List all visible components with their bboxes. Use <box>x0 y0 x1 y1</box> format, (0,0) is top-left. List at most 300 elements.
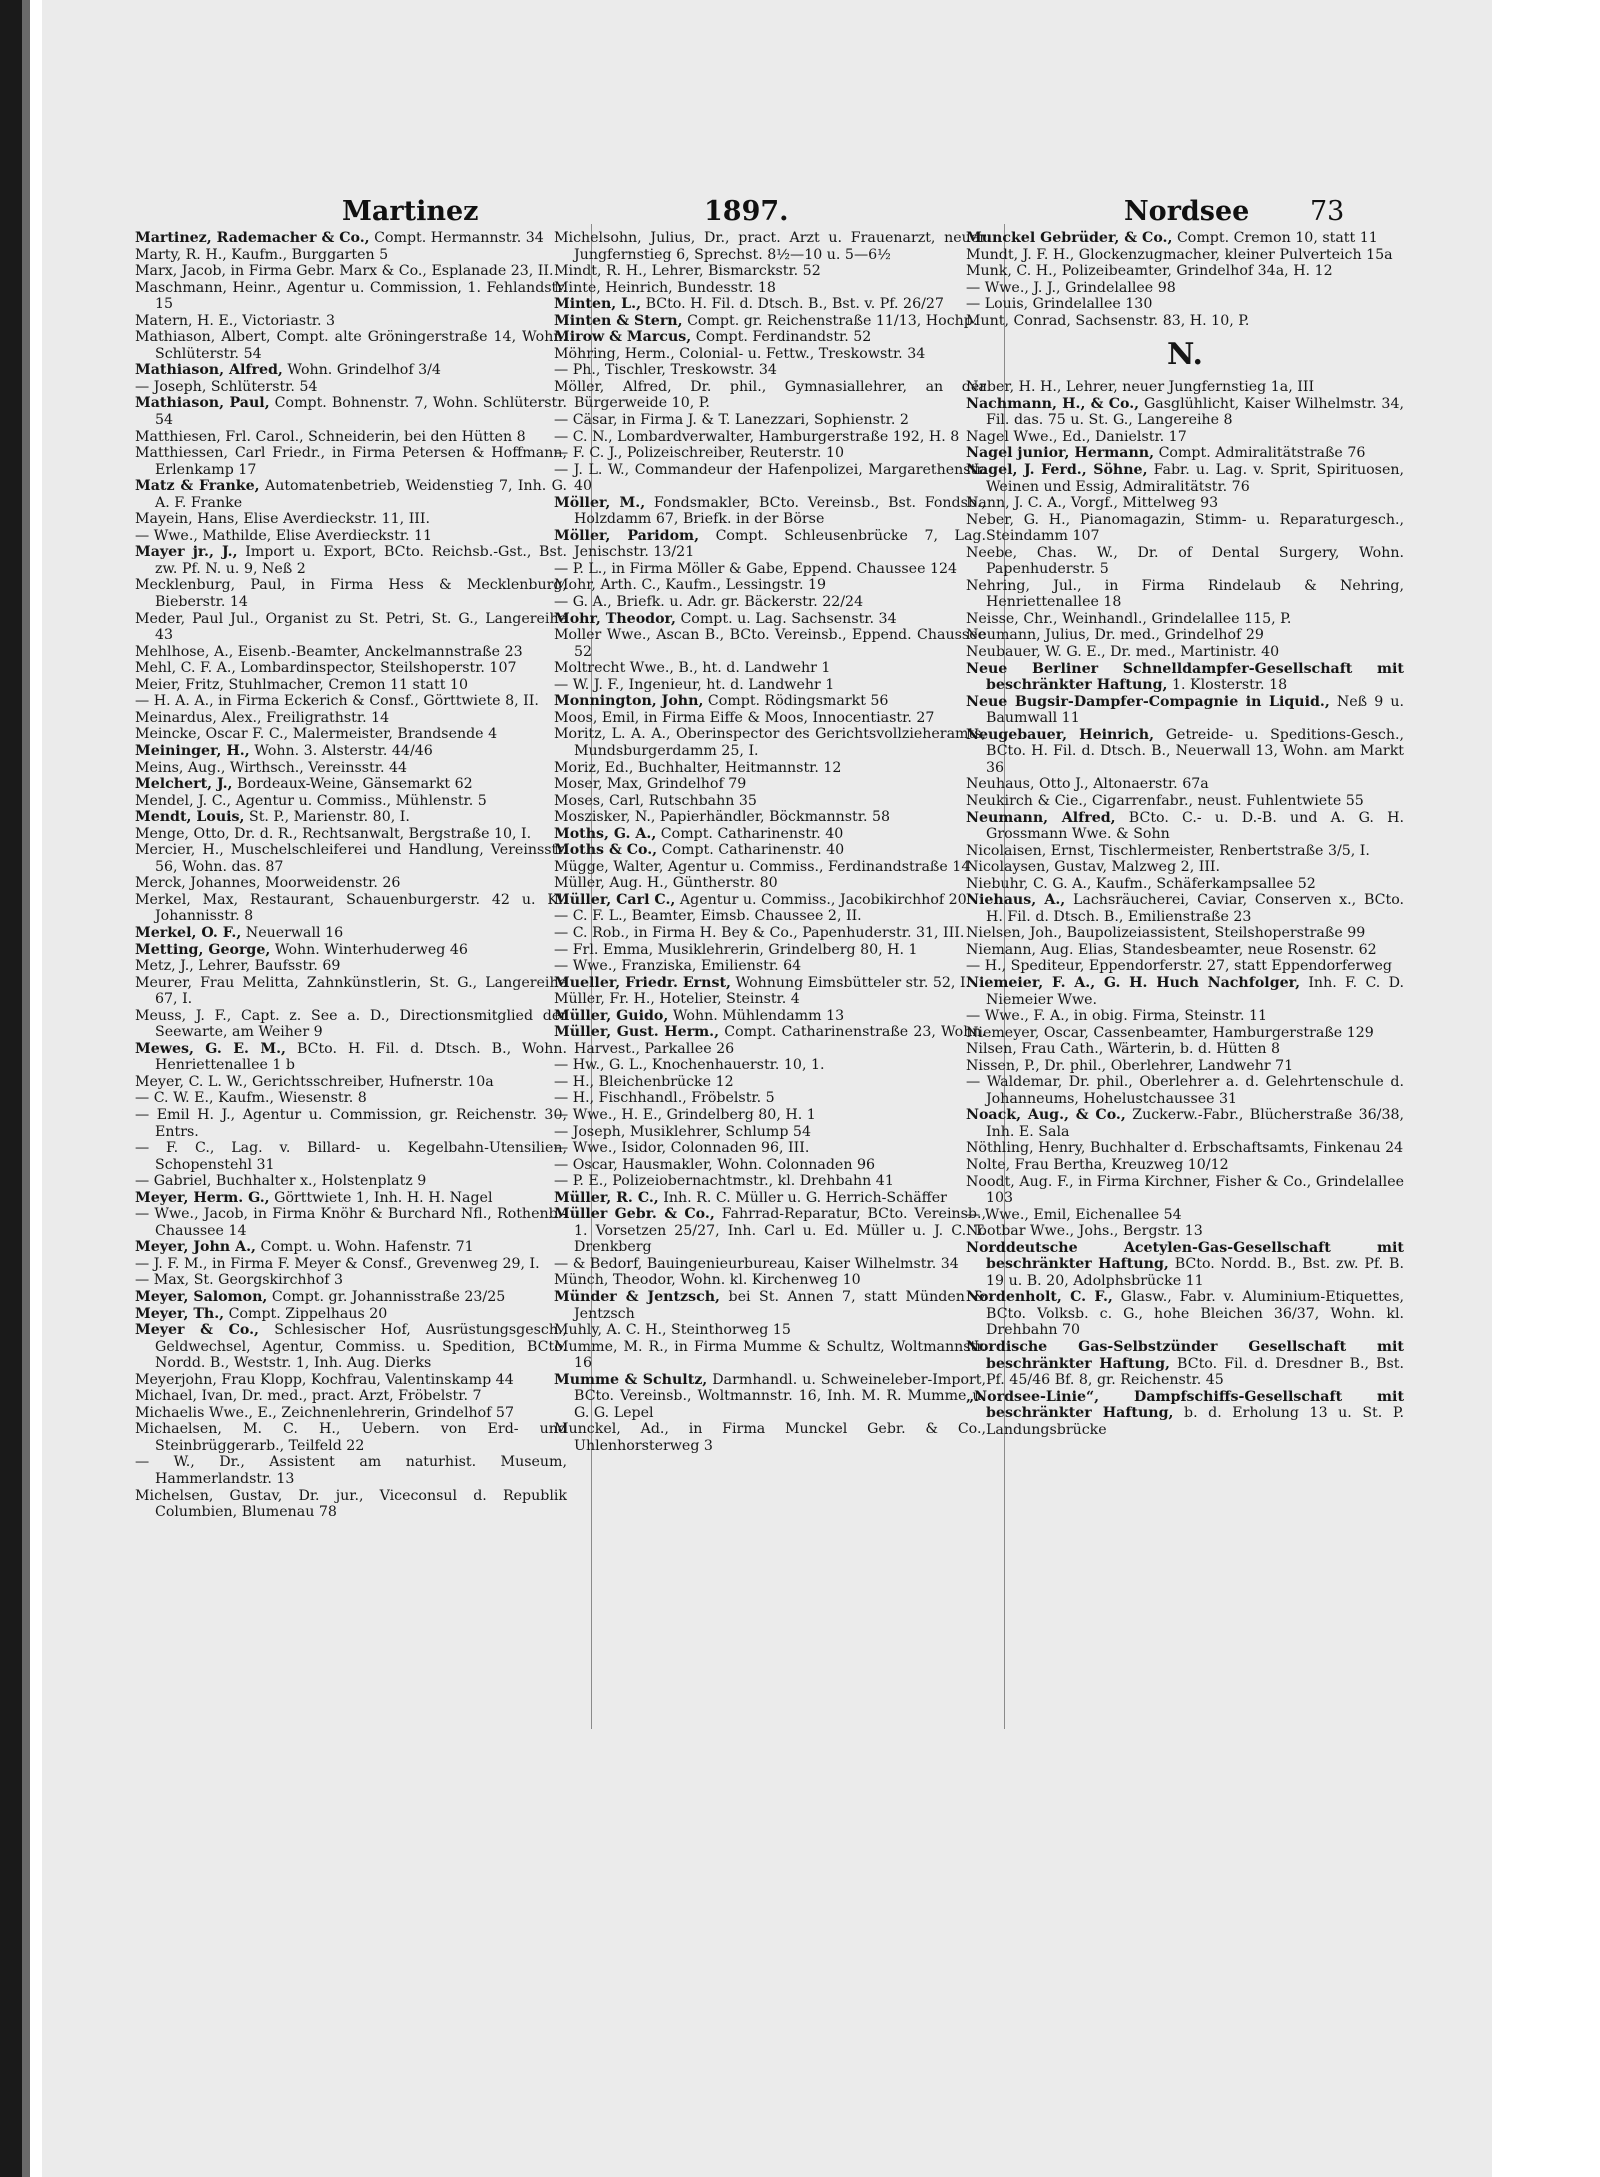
entry-details: St. P., Marienstr. 80, I. <box>248 809 410 826</box>
entry-details: — Wwe., Emil, Eichenallee 54 <box>966 1206 1182 1223</box>
directory-entry <box>966 1240 1404 1290</box>
entry-details: Compt. gr. Reichenstraße 11/13, Hochp. <box>687 312 978 329</box>
directory-entry <box>554 230 986 263</box>
entry-details: Meincke, Oscar F. C., Malermeister, Brandsende 4 <box>135 726 498 743</box>
entry-details: Münch, Theodor, Wohn. kl. Kirchenweg 10 <box>554 1272 861 1289</box>
directory-entry <box>554 362 986 379</box>
directory-entry <box>554 693 986 710</box>
entry-name: Nagel, J. Ferd., Söhne, <box>966 462 1148 479</box>
directory-entry <box>966 1207 1404 1224</box>
entry-name: Müller Gebr. & Co., <box>554 1206 715 1223</box>
entry-name: Metting, George, <box>135 941 271 958</box>
header-right-keyword: Nordsee <box>1124 196 1250 227</box>
directory-entry <box>966 661 1404 694</box>
entry-details: Marx, Jacob, in Firma Gebr. Marx & Co., Esplanade 23, II. <box>135 263 554 280</box>
directory-entry <box>554 1372 986 1422</box>
scan-binding-edge <box>0 0 22 2177</box>
entry-details: Gasglühlicht, Kaiser Wilhelmstr. 34, Fil. das. 75 u. St. G., Langereihe 8 <box>986 395 1404 429</box>
directory-entry <box>966 396 1404 429</box>
entry-name: Müller, Carl C., <box>554 891 676 908</box>
entry-name: Müller, Guido, <box>554 1007 669 1024</box>
entry-details: Neuhaus, Otto J., Altonaerstr. 67a <box>966 776 1209 793</box>
entry-details: Moses, Carl, Rutschbahn 35 <box>554 792 757 809</box>
entry-name: Niemeier, F. A., G. H. Huch Nachfolger, <box>966 974 1301 991</box>
entry-details: Minte, Heinrich, Bundesstr. 18 <box>554 279 776 296</box>
entry-details: Mayein, Hans, Elise Averdieckstr. 11, III. <box>135 511 431 528</box>
directory-entry <box>554 859 986 876</box>
directory-entry <box>966 1107 1404 1140</box>
directory-entry <box>135 395 567 428</box>
directory-entry <box>966 495 1404 512</box>
entry-details: Noodt, Aug. F., in Firma Kirchner, Fisher & Co., Grindelallee 103 <box>966 1173 1404 1207</box>
entry-details: Mehlhose, A., Eisenb.-Beamter, Anckelmannstraße 23 <box>135 643 523 660</box>
entry-details: — Joseph, Schlüterstr. 54 <box>135 378 318 395</box>
entry-details: Meyerjohn, Frau Klopp, Kochfrau, Valentinskamp 44 <box>135 1371 514 1388</box>
directory-entry <box>554 329 986 346</box>
entry-name: Minten & Stern, <box>554 312 683 329</box>
entry-details: Mindt, R. H., Lehrer, Bismarckstr. 52 <box>554 263 821 280</box>
entry-details: Moser, Max, Grindelhof 79 <box>554 776 747 793</box>
entry-details: Merck, Johannes, Moorweidenstr. 26 <box>135 875 401 892</box>
directory-entry <box>135 826 567 843</box>
entry-details: Mohr, Arth. C., Kaufm., Lessingstr. 19 <box>554 577 827 594</box>
directory-entry <box>135 263 567 280</box>
directory-entry <box>554 975 986 992</box>
directory-entry <box>135 362 567 379</box>
directory-entry <box>966 280 1404 297</box>
entry-details: — Wwe., Franziska, Emilienstr. 64 <box>554 958 802 975</box>
entry-name: Nordenholt, C. F., <box>966 1289 1113 1306</box>
entry-details: Inh. R. C. Müller u. G. Herrich-Schäffer <box>663 1189 947 1206</box>
directory-entry <box>135 429 567 446</box>
entry-details: Meurer, Frau Melitta, Zahnkünstlerin, St. G., Langereihe 67, I. <box>135 974 567 1008</box>
entry-details: Nehring, Jul., in Firma Rindelaub & Nehring, Henriettenallee 18 <box>966 577 1404 611</box>
entry-details: Niemann, Aug. Elias, Standesbeamter, neue Rosenstr. 62 <box>966 941 1377 958</box>
directory-entry <box>966 859 1404 876</box>
directory-entry <box>966 627 1404 644</box>
entry-details: Nolte, Frau Bertha, Kreuzweg 10/12 <box>966 1156 1229 1173</box>
entry-details: Nielsen, Joh., Baupolizeiassistent, Steilshoperstraße 99 <box>966 925 1366 942</box>
entry-name: Meyer, John A., <box>135 1239 256 1256</box>
directory-entry <box>135 710 567 727</box>
entry-details: Moller Wwe., Ascan B., BCto. Vereinsb., Eppend. Chaussee 52 <box>554 627 986 660</box>
entry-details: Michael, Ivan, Dr. med., pract. Arzt, Fröbelstr. 7 <box>135 1388 482 1405</box>
directory-entry <box>135 1421 567 1454</box>
directory-entry <box>966 230 1404 247</box>
directory-entry <box>554 760 986 777</box>
entry-details: Nilsen, Frau Cath., Wärterin, b. d. Hütten 8 <box>966 1041 1281 1058</box>
directory-entry <box>135 677 567 694</box>
entry-details: Munk, C. H., Polizeibeamter, Grindelhof 34a, H. 12 <box>966 263 1333 280</box>
directory-entry <box>554 793 986 810</box>
directory-entry <box>135 611 567 644</box>
directory-entry <box>554 1206 986 1256</box>
entry-details: — Frl. Emma, Musiklehrerin, Grindelberg 80, H. 1 <box>554 941 918 958</box>
directory-entry <box>966 810 1404 843</box>
entry-details: Darmhandl. u. Schweineleber-Import, BCto. Vereinsb., Woltmannstr. 16, Inh. M. R. Mumme u. G. G. Lepel <box>574 1371 986 1421</box>
entry-details: — H., Spediteur, Eppendorferstr. 27, statt Eppendorferweg <box>966 958 1392 975</box>
directory-entry <box>554 1024 986 1057</box>
directory-entry <box>554 561 986 578</box>
entry-details: — C. F. L., Beamter, Eimsb. Chaussee 2, II. <box>554 908 862 925</box>
entry-details: Neukirch & Cie., Cigarrenfabr., neust. Fuhlentwiete 55 <box>966 792 1364 809</box>
directory-entry <box>966 892 1404 925</box>
entry-details: — Cäsar, in Firma J. & T. Lanezzari, Sophienstr. 2 <box>554 412 909 429</box>
directory-entry <box>966 512 1404 545</box>
entry-details: — Wwe., Mathilde, Elise Averdieckstr. 11 <box>135 527 433 544</box>
directory-entry <box>135 958 567 975</box>
entry-details: Compt. Rödingsmarkt 56 <box>707 693 889 710</box>
directory-entry <box>966 843 1404 860</box>
directory-entry <box>554 1190 986 1207</box>
entry-details: — G. A., Briefk. u. Adr. gr. Bäckerstr. 22/24 <box>554 594 864 611</box>
directory-entry <box>135 247 567 264</box>
entry-name: Meininger, H., <box>135 742 250 759</box>
entry-details: Mercier, H., Muschelschleiferei und Handlung, Vereinsstr. 56, Wohn. das. 87 <box>135 842 567 875</box>
entry-details: Merkel, Max, Restaurant, Schauenburgerstr. 42 u. Kl. Johannisstr. 8 <box>135 891 567 925</box>
directory-entry <box>966 644 1404 661</box>
entry-details: Mundt, J. F. H., Glockenzugmacher, kleiner Pulverteich 15a <box>966 246 1393 263</box>
entry-name: Melchert, J., <box>135 776 233 793</box>
directory-entry <box>135 809 567 826</box>
entry-name: Mohr, Theodor, <box>554 610 676 627</box>
entry-details: Neisse, Chr., Weinhandl., Grindelallee 115, P. <box>966 610 1292 627</box>
directory-entry <box>554 809 986 826</box>
directory-entry <box>135 693 567 710</box>
directory-entry <box>135 1256 567 1273</box>
entry-details: Metz, J., Lehrer, Baufsstr. 69 <box>135 958 341 975</box>
directory-entry <box>554 908 986 925</box>
directory-entry <box>966 1339 1404 1389</box>
entry-details: Meuss, J. F., Capt. z. See a. D., Directionsmitglied der Seewarte, am Weiher 9 <box>135 1007 567 1041</box>
entry-name: Müller, R. C., <box>554 1189 659 1206</box>
directory-column-1 <box>135 230 567 1521</box>
entry-name: Möller, M., <box>554 494 646 511</box>
directory-entry <box>554 660 986 677</box>
directory-entry <box>135 1322 567 1372</box>
entry-name: Meyer, Th., <box>135 1305 225 1322</box>
directory-entry <box>135 511 567 528</box>
entry-details: Meyer, C. L. W., Gerichtsschreiber, Hufnerstr. 10a <box>135 1073 494 1090</box>
directory-entry <box>966 1174 1404 1207</box>
entry-details: Compt. Schleusenbrücke 7, Lag. Jenischstr. 13/21 <box>574 527 986 561</box>
directory-entry <box>135 1206 567 1239</box>
entry-name: Meyer & Co., <box>135 1322 259 1339</box>
entry-details: BCto. Nordd. B., Bst. zw. Pf. B. 19 u. B. 20, Adolphsbrücke 11 <box>986 1256 1404 1289</box>
entry-details: — H., Fischhandl., Fröbelstr. 5 <box>554 1090 775 1107</box>
entry-details: Michaelsen, M. C. H., Uebern. von Erd- und Steinbrüggerarb., Teilfeld 22 <box>135 1421 567 1454</box>
entry-details: Nöthling, Henry, Buchhalter d. Erbschaftsamts, Finkenau 24 <box>966 1140 1404 1157</box>
entry-name: Mathiason, Paul, <box>135 395 270 412</box>
entry-details: Compt. Cremon 10, statt 11 <box>1176 230 1378 246</box>
directory-entry <box>966 313 1404 330</box>
entry-details: Fabr. u. Lag. v. Sprit, Spirituosen, Weinen und Essig, Admiralitätstr. 76 <box>986 462 1404 495</box>
directory-entry <box>135 776 567 793</box>
directory-entry <box>135 445 567 478</box>
entry-details: — J. F. M., in Firma F. Meyer & Consf., Grevenweg 29, I. <box>135 1255 540 1272</box>
directory-entry <box>966 1041 1404 1058</box>
directory-entry <box>135 925 567 942</box>
entry-details: Meins, Aug., Wirthsch., Vereinsstr. 44 <box>135 759 408 776</box>
directory-entry <box>135 230 567 247</box>
directory-entry <box>135 1140 567 1173</box>
entry-details: Moszisker, N., Papierhändler, Böckmannstr. 58 <box>554 809 891 826</box>
entry-details: Munt, Conrad, Sachsenstr. 83, H. 10, P. <box>966 312 1250 329</box>
directory-entry <box>554 1322 986 1339</box>
directory-entry <box>966 776 1404 793</box>
directory-entry <box>554 1124 986 1141</box>
directory-entry <box>135 1372 567 1389</box>
entry-name: Neue Bugsir-Dampfer-Compagnie in Liquid., <box>966 693 1330 710</box>
directory-entry <box>554 594 986 611</box>
entry-details: Möhring, Herm., Colonial- u. Fettw., Treskowstr. 34 <box>554 345 926 362</box>
directory-entry <box>135 1289 567 1306</box>
directory-entry <box>135 760 567 777</box>
directory-entry <box>966 263 1404 280</box>
entry-name: Mewes, G. E. M., <box>135 1040 286 1057</box>
entry-details: Compt. Catharinenstr. 40 <box>661 842 845 859</box>
directory-entry <box>554 1140 986 1157</box>
directory-entry <box>554 842 986 859</box>
entry-name: Moths, G. A., <box>554 825 657 842</box>
entry-details: — C. W. E., Kaufm., Wiesenstr. 8 <box>135 1090 367 1107</box>
directory-entry <box>135 660 567 677</box>
entry-details: — Ph., Tischler, Treskowstr. 34 <box>554 362 777 379</box>
directory-entry <box>966 1223 1404 1240</box>
entry-name: Mendt, Louis, <box>135 809 245 826</box>
directory-entry <box>135 644 567 661</box>
entry-details: Mügge, Walter, Agentur u. Commiss., Ferdinandstraße 14 <box>554 858 971 875</box>
directory-entry <box>966 1140 1404 1157</box>
directory-entry <box>554 280 986 297</box>
entry-name: Martinez, Rademacher & Co., <box>135 230 370 246</box>
directory-entry <box>554 726 986 759</box>
entry-details: Niemeyer, Oscar, Cassenbeamter, Hamburgerstraße 129 <box>966 1024 1374 1041</box>
entry-name: Matz & Franke, <box>135 478 260 495</box>
entry-details: — P. L., in Firma Möller & Gabe, Eppend. Chaussee 124 <box>554 560 958 577</box>
entry-details: — Joseph, Musiklehrer, Schlump 54 <box>554 1123 811 1140</box>
entry-details: — W., Dr., Assistent am naturhist. Museum, Hammerlandstr. 13 <box>135 1454 567 1488</box>
entry-name: Munckel Gebrüder, & Co., <box>966 230 1173 246</box>
entry-name: Merkel, O. F., <box>135 924 242 941</box>
entry-name: Müller, Gust. Herm., <box>554 1024 720 1041</box>
directory-entry <box>135 313 567 330</box>
directory-entry <box>966 445 1404 462</box>
entry-name: Noack, Aug., & Co., <box>966 1107 1126 1124</box>
entry-details: Compt. Ferdinandstr. 52 <box>695 329 872 346</box>
entry-details: Mendel, J. C., Agentur u. Commiss., Mühlenstr. 5 <box>135 792 487 809</box>
directory-entry <box>554 1057 986 1074</box>
directory-entry <box>554 1107 986 1124</box>
entry-details: Meier, Fritz, Stuhlmacher, Cremon 11 statt 10 <box>135 676 468 693</box>
entry-details: — F. C., Lag. v. Billard- u. Kegelbahn-Utensilien, Schopenstehl 31 <box>135 1140 567 1173</box>
directory-entry <box>554 991 986 1008</box>
directory-entry <box>966 958 1404 975</box>
entry-details: Zuckerw.-Fabr., Blücherstraße 36/38, Inh. E. Sala <box>986 1107 1405 1140</box>
directory-entry <box>135 1173 567 1190</box>
entry-details: — Wwe., J. J., Grindelallee 98 <box>966 279 1176 296</box>
entry-details: Maschmann, Heinr., Agentur u. Commission, 1. Fehlandstr. 15 <box>135 279 567 313</box>
directory-entry <box>135 1008 567 1041</box>
entry-details: Möller, Alfred, Dr. phil., Gymnasiallehrer, an der Bürgerweide 10, P. <box>554 378 986 412</box>
entry-details: Nootbar Wwe., Johs., Bergstr. 13 <box>966 1223 1203 1240</box>
directory-entry <box>135 280 567 313</box>
entry-details: Nissen, P., Dr. phil., Oberlehrer, Landwehr 71 <box>966 1057 1294 1074</box>
entry-details: Neuerwall 16 <box>245 924 344 941</box>
directory-entry <box>135 793 567 810</box>
entry-details: — W. J. F., Ingenieur, ht. d. Landwehr 1 <box>554 676 835 693</box>
entry-details: Compt. Bohnenstr. 7, Wohn. Schlüterstr. 54 <box>155 395 567 429</box>
directory-entry <box>554 1173 986 1190</box>
directory-entry <box>554 1074 986 1091</box>
entry-details: Müller, Fr. H., Hotelier, Steinstr. 4 <box>554 991 800 1008</box>
directory-entry <box>966 462 1404 495</box>
header-left-keyword: Martinez <box>342 196 479 227</box>
directory-entry <box>135 1190 567 1207</box>
entry-name: Mueller, Friedr. Ernst, <box>554 974 731 991</box>
directory-entry <box>554 1421 986 1454</box>
directory-entry <box>554 495 986 528</box>
entry-name: Monnington, John, <box>554 693 704 710</box>
entry-details: Schlesischer Hof, Ausrüstungsgesch., Geldwechsel, Agentur, Commiss. u. Spedition, BCto. Nordd. B., Weststr. 1, Inh. Aug. Dierks <box>155 1322 567 1372</box>
entry-name: Nagel junior, Hermann, <box>966 445 1155 462</box>
entry-name: „Nordsee-Linie“, Dampfschiffs-Gesellschaft mit beschränkter Haftung, <box>966 1388 1404 1422</box>
entry-details: — J. L. W., Commandeur der Hafenpolizei, Margarethenstr. 40 <box>554 461 986 495</box>
directory-entry <box>966 975 1404 1008</box>
directory-entry <box>135 1272 567 1289</box>
entry-details: Neubauer, W. G. E., Dr. med., Martinistr. 40 <box>966 644 1280 661</box>
directory-entry <box>554 1008 986 1025</box>
entry-details: Nicolaisen, Ernst, Tischlermeister, Renbertstraße 3/5, I. <box>966 842 1370 859</box>
directory-entry <box>966 727 1404 777</box>
entry-details: Mecklenburg, Paul, in Firma Hess & Mecklenburg, Bieberstr. 14 <box>135 577 567 611</box>
directory-entry <box>554 776 986 793</box>
entry-details: — Wwe., F. A., in obig. Firma, Steinstr. 11 <box>966 1008 1268 1025</box>
directory-entry <box>966 545 1404 578</box>
directory-entry <box>135 892 567 925</box>
directory-entry <box>966 578 1404 611</box>
directory-entry <box>554 577 986 594</box>
entry-details: Wohn. Winterhuderweg 46 <box>274 941 468 958</box>
entry-details: Mehl, C. F. A., Lombardinspector, Steilshoperstr. 107 <box>135 660 517 677</box>
entry-details: Michaelis Wwe., E., Zeichnenlehrerin, Grindelhof 57 <box>135 1404 514 1421</box>
entry-details: Fondsmakler, BCto. Vereinsb., Bst. Fondsb., Holzdamm 67, Briefk. in der Börse <box>574 494 986 528</box>
directory-entry <box>966 611 1404 628</box>
entry-name: Mathiason, Alfred, <box>135 362 283 379</box>
entry-details: Automatenbetrieb, Weidenstieg 7, Inh. G. A. F. Franke <box>155 478 567 511</box>
directory-entry <box>135 1388 567 1405</box>
entry-details: Muhly, A. C. H., Steinthorweg 15 <box>554 1322 791 1339</box>
entry-details: — F. C. J., Polizeischreiber, Reuterstr. 10 <box>554 445 844 462</box>
entry-details: — Wwe., Jacob, in Firma Knöhr & Burchard Nfl., Rothenb.-Chaussee 14 <box>135 1206 567 1239</box>
entry-details: BCto. H. Fil. d. Dtsch. B., Bst. v. Pf. 26/27 <box>645 296 944 313</box>
entry-details: — H. A. A., in Firma Eckerich & Consf., Görttwiete 8, II. <box>135 693 539 710</box>
scan-binding-shadow <box>22 0 30 2177</box>
entry-details: Compt. u. Wohn. Hafenstr. 71 <box>260 1239 474 1256</box>
directory-entry <box>554 710 986 727</box>
directory-entry <box>554 1090 986 1107</box>
entry-name: Nordische Gas-Selbstzünder Gesellschaft mit beschränkter Haftung, <box>966 1339 1404 1372</box>
entry-details: Meinardus, Alex., Freiligrathstr. 14 <box>135 709 390 726</box>
entry-details: Wohn. Mühlendamm 13 <box>672 1007 845 1024</box>
directory-entry <box>554 462 986 495</box>
directory-entry <box>966 247 1404 264</box>
directory-entry <box>554 892 986 909</box>
entry-details: — C. N., Lombardverwalter, Hamburgerstraße 192, H. 8 <box>554 428 960 445</box>
directory-entry <box>554 296 986 313</box>
directory-entry <box>554 958 986 975</box>
directory-entry <box>554 445 986 462</box>
directory-entry <box>135 1107 567 1140</box>
entry-details: Matern, H. E., Victoriastr. 3 <box>135 312 336 329</box>
entry-details: Neß 9 u. Baumwall 11 <box>986 693 1404 727</box>
directory-entry <box>966 296 1404 313</box>
entry-details: Matthiesen, Frl. Carol., Schneiderin, bei den Hütten 8 <box>135 428 526 445</box>
entry-details: Inh. F. C. D. Niemeier Wwe. <box>986 974 1404 1008</box>
entry-details: Lachsräucherei, Caviar, Conserven x., BCto. H. Fil. d. Dtsch. B., Emilienstraße 23 <box>986 892 1404 925</box>
header-year: 1897. <box>704 196 789 227</box>
directory-entry <box>554 627 986 660</box>
directory-entry <box>554 263 986 280</box>
entry-details: Neber, G. H., Pianomagazin, Stimm- u. Reparaturgesch., Steindamm 107 <box>966 511 1404 545</box>
entry-details: — Max, St. Georgskirchhof 3 <box>135 1272 344 1289</box>
entry-details: BCto. Fil. d. Dresdner B., Bst. Pf. 45/46 Bf. 8, gr. Reichenstr. 45 <box>986 1355 1404 1389</box>
directory-entry <box>554 1157 986 1174</box>
entry-name: Neugebauer, Heinrich, <box>966 726 1155 743</box>
entry-details: Munckel, Ad., in Firma Munckel Gebr. & Co., Uhlenhorsterweg 3 <box>554 1421 986 1454</box>
entry-name: Meyer, Herm. G., <box>135 1189 270 1206</box>
directory-entry <box>554 1339 986 1372</box>
directory-entry <box>135 1041 567 1074</box>
entry-details: Menge, Otto, Dr. d. R., Rechtsanwalt, Bergstraße 10, I. <box>135 825 532 842</box>
entry-details: Moos, Emil, in Firma Eiffe & Moos, Innocentiastr. 27 <box>554 709 935 726</box>
directory-entry <box>966 942 1404 959</box>
entry-details: Moriz, Ed., Buchhalter, Heitmannstr. 12 <box>554 759 842 776</box>
directory-entry <box>135 1454 567 1487</box>
directory-column-3 <box>966 230 1404 1438</box>
directory-entry <box>554 379 986 412</box>
directory-entry <box>135 743 567 760</box>
entry-details: — Oscar, Hausmakler, Wohn. Colonnaden 96 <box>554 1156 876 1173</box>
entry-name: Münder & Jentzsch, <box>554 1289 720 1305</box>
directory-entry <box>966 1389 1404 1439</box>
entry-details: Mathiason, Albert, Compt. alte Gröningerstraße 14, Wohn. Schlüterstr. 54 <box>135 329 567 362</box>
directory-entry <box>135 1488 567 1521</box>
entry-name: Mayer jr., J., <box>135 544 238 561</box>
directory-entry <box>135 726 567 743</box>
directory-entry <box>554 346 986 363</box>
directory-entry <box>135 975 567 1008</box>
entry-name: Neue Berliner Schnelldampfer-Gesellschaft mit beschränkter Haftung, <box>966 660 1404 694</box>
directory-entry <box>135 577 567 610</box>
entry-details: Compt. gr. Johannisstraße 23/25 <box>271 1289 506 1305</box>
entry-details: Bordeaux-Weine, Gänsemarkt 62 <box>237 776 473 793</box>
entry-details: Michelsohn, Julius, Dr., pract. Arzt u. Frauenarzt, neuer Jungfernstieg 6, Sprechst. 8½—10 u. 5—6½ <box>554 230 986 263</box>
entry-details: Neumann, Julius, Dr. med., Grindelhof 29 <box>966 627 1264 644</box>
directory-entry <box>135 379 567 396</box>
entry-details: Nann, J. C. A., Vorgf., Mittelweg 93 <box>966 495 1219 512</box>
directory-entry <box>966 1074 1404 1107</box>
directory-entry <box>966 429 1404 446</box>
section-letter-heading: N. <box>1167 337 1203 373</box>
entry-details: — H., Bleichenbrücke 12 <box>554 1073 734 1090</box>
directory-entry <box>135 942 567 959</box>
directory-entry <box>554 942 986 959</box>
entry-name: Möller, Paridom, <box>554 527 700 544</box>
entry-name: Nachmann, H., & Co., <box>966 395 1140 412</box>
directory-entry <box>966 1157 1404 1174</box>
directory-entry <box>966 925 1404 942</box>
